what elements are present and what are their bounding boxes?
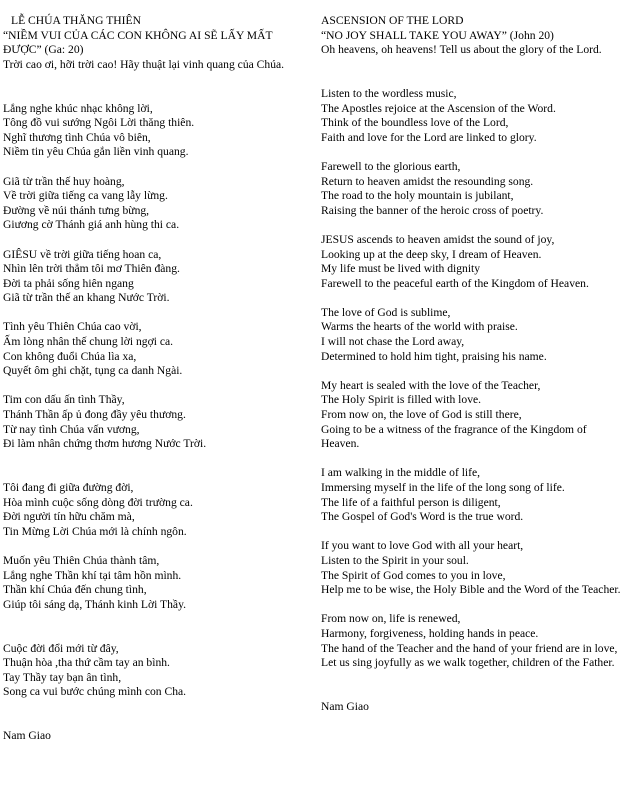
vi-line: Giã từ trần thế huy hoàng,	[3, 174, 125, 188]
vi-line: Giúp tôi sáng dạ, Thánh kinh Lời Thầy.	[3, 597, 187, 611]
en-subtitle: “NO JOY SHALL TAKE YOU AWAY”	[321, 28, 507, 42]
vi-stanza-7	[3, 554, 303, 612]
vi-line: Từ nay tình Chúa vấn vương,	[3, 422, 140, 436]
vi-line: Thuận hòa ,tha thứ cầm tay an bình.	[3, 656, 170, 670]
en-stanza-8	[321, 612, 621, 670]
vi-subtitle: “NIỀM VUI CỦA CÁC CON KHÔNG AI SẼ LẤY MẤT ĐƯỢC”	[3, 28, 273, 57]
en-line: Return to heaven amidst the resounding song.	[321, 174, 534, 188]
vi-line: Đi làm nhân chứng thơm hương Nước Trời.	[3, 437, 207, 451]
en-line: The Spirit of God comes to you in love,	[321, 568, 506, 582]
vi-stanza-5	[3, 393, 303, 451]
vi-line: Đời ta phải sống hiên ngang	[3, 276, 134, 290]
vi-line: Tình yêu Thiên Chúa cao vời,	[3, 320, 142, 334]
en-stanza-6	[321, 466, 621, 524]
vi-line: Niềm tin yêu Chúa gắn liền vinh quang.	[3, 145, 189, 159]
en-line: The life of a faithful person is diligent,	[321, 495, 501, 509]
vi-line: Quyết ôm ghi chặt, tụng ca danh Ngài.	[3, 364, 183, 378]
en-line: The love of God is sublime,	[321, 305, 451, 319]
en-line: My heart is sealed with the love of the Teacher,	[321, 378, 541, 392]
vi-line: Cuộc đời đổi mới từ đây,	[3, 641, 119, 655]
vi-line: Thánh Thần ấp ủ đong đầy yêu thương.	[3, 408, 186, 422]
vi-stanza-2	[3, 175, 303, 233]
vi-stanza-3	[3, 248, 303, 306]
en-line: Harmony, forgiveness, holding hands in peace.	[321, 626, 539, 640]
en-line: The Gospel of God's Word is the true word.	[321, 510, 524, 524]
en-line: My life must be lived with dignity	[321, 262, 481, 276]
en-line: The Apostles rejoice at the Ascension of the Word.	[321, 101, 556, 115]
vi-stanza-6	[3, 481, 303, 539]
vi-stanza-8	[3, 642, 303, 700]
en-stanza-4	[321, 306, 621, 364]
en-line: Listen to the Spirit in your soul.	[321, 553, 469, 567]
vi-line: Tôi đang đi giữa đường đời,	[3, 481, 134, 494]
vi-line: Thần khí Chúa đến chung tình,	[3, 583, 147, 597]
vi-line: Ấm lòng nhân thế chung lời ngợi ca.	[3, 335, 174, 349]
vi-line: GIÊSU về trời giữa tiếng hoan ca,	[3, 247, 162, 261]
en-stanza-3	[321, 233, 621, 291]
en-line: Determined to hold him tight, praising his name.	[321, 349, 547, 363]
vi-stanza-1	[3, 102, 303, 160]
vi-line: Tay Thầy tay bạn ân tình,	[3, 670, 122, 684]
en-line: Listen to the wordless music,	[321, 86, 457, 100]
en-stanza-5	[321, 379, 621, 452]
en-stanza-7	[321, 539, 621, 597]
en-line: From now on, life is renewed,	[321, 612, 461, 626]
en-stanza-2	[321, 160, 621, 218]
en-reference: (John 20)	[509, 28, 554, 42]
vi-line: Tin Mừng Lời Chúa mới là chính ngôn.	[3, 524, 187, 538]
en-line: Farewell to the peaceful earth of the Kingdom of Heaven.	[321, 276, 589, 290]
vi-line: Đời người tín hữu chăm mà,	[3, 510, 135, 524]
en-line: Help me to be wise, the Holy Bible and the Word of the Teacher.	[321, 583, 621, 597]
vi-line: Tông đồ vui sướng Ngôi Lời thăng thiên.	[3, 116, 195, 130]
en-line: Think of the boundless love of the Lord,	[321, 116, 509, 130]
vi-line: Con không đuổi Chúa lìa xa,	[3, 349, 137, 363]
en-subtitle-line	[321, 29, 621, 44]
vi-line: Song ca vui bước chúng mình con Cha.	[3, 685, 187, 699]
en-line: Warms the hearts of the world with praise.	[321, 320, 518, 334]
vi-line: Giương cờ Thánh giá anh hùng thi ca.	[3, 218, 180, 232]
en-line: The Holy Spirit is filled with love.	[321, 393, 482, 407]
vi-line: Nghĩ thương tình Chúa vô biên,	[3, 130, 151, 144]
vi-line: Lắng nghe Thần khí tại tâm hồn mình.	[3, 568, 182, 582]
vi-author: Nam Giao	[3, 729, 51, 743]
en-line: The road to the holy mountain is jubilant,	[321, 189, 514, 203]
vi-stanza-4	[3, 320, 303, 378]
en-line: I am walking in the middle of life,	[321, 466, 481, 480]
vi-line: Giã từ trần thế an khang Nước Trời.	[3, 291, 170, 305]
en-line: JESUS ascends to heaven amidst the sound of joy,	[321, 232, 555, 246]
vi-line: Muốn yêu Thiên Chúa thành tâm,	[3, 553, 160, 567]
vi-line: Nhìn lên trời thẳm tôi mơ Thiên đàng.	[3, 262, 180, 276]
vi-reference: (Ga: 20)	[44, 43, 84, 57]
en-line: Immersing myself in the life of the long song of life.	[321, 481, 565, 494]
vi-line: Hòa mình cuộc sống dòng đời trường ca.	[3, 495, 193, 509]
en-stanza-1	[321, 87, 621, 145]
en-line: Going to be a witness of the fragrance of the Kingdom of Heaven.	[321, 422, 587, 451]
vi-intro: Trời cao ơi, hỡi trời cao! Hãy thuật lại vinh quang của Chúa.	[3, 57, 285, 71]
vi-line: Lắng nghe khúc nhạc không lời,	[3, 101, 153, 115]
vi-line: Về trời giữa tiếng ca vang lẫy lừng.	[3, 189, 168, 203]
en-author: Nam Giao	[321, 699, 369, 713]
en-line: Raising the banner of the heroic cross of poetry.	[321, 203, 544, 217]
vietnamese-column	[3, 14, 303, 744]
en-line: Faith and love for the Lord are linked to glory.	[321, 130, 537, 144]
english-column	[321, 14, 621, 715]
vi-title: LỄ CHÚA THĂNG THIÊN	[11, 14, 141, 27]
en-title: ASCENSION OF THE LORD	[321, 14, 464, 27]
vi-line: Đường về núi thánh tưng bừng,	[3, 203, 150, 217]
en-line: Looking up at the deep sky, I dream of Heaven.	[321, 247, 542, 261]
en-line: From now on, the love of God is still there,	[321, 408, 522, 422]
en-intro: Oh heavens, oh heavens! Tell us about the glory of the Lord.	[321, 43, 602, 57]
vi-subtitle-line	[3, 29, 303, 58]
en-line: If you want to love God with all your heart,	[321, 539, 524, 553]
en-line: I will not chase the Lord away,	[321, 335, 465, 349]
vi-line: Tim con dấu ấn tình Thầy,	[3, 393, 125, 407]
en-line: Farewell to the glorious earth,	[321, 159, 461, 173]
en-line: Let us sing joyfully as we walk together, children of the Father.	[321, 656, 615, 670]
en-line: The hand of the Teacher and the hand of your friend are in love,	[321, 641, 618, 655]
